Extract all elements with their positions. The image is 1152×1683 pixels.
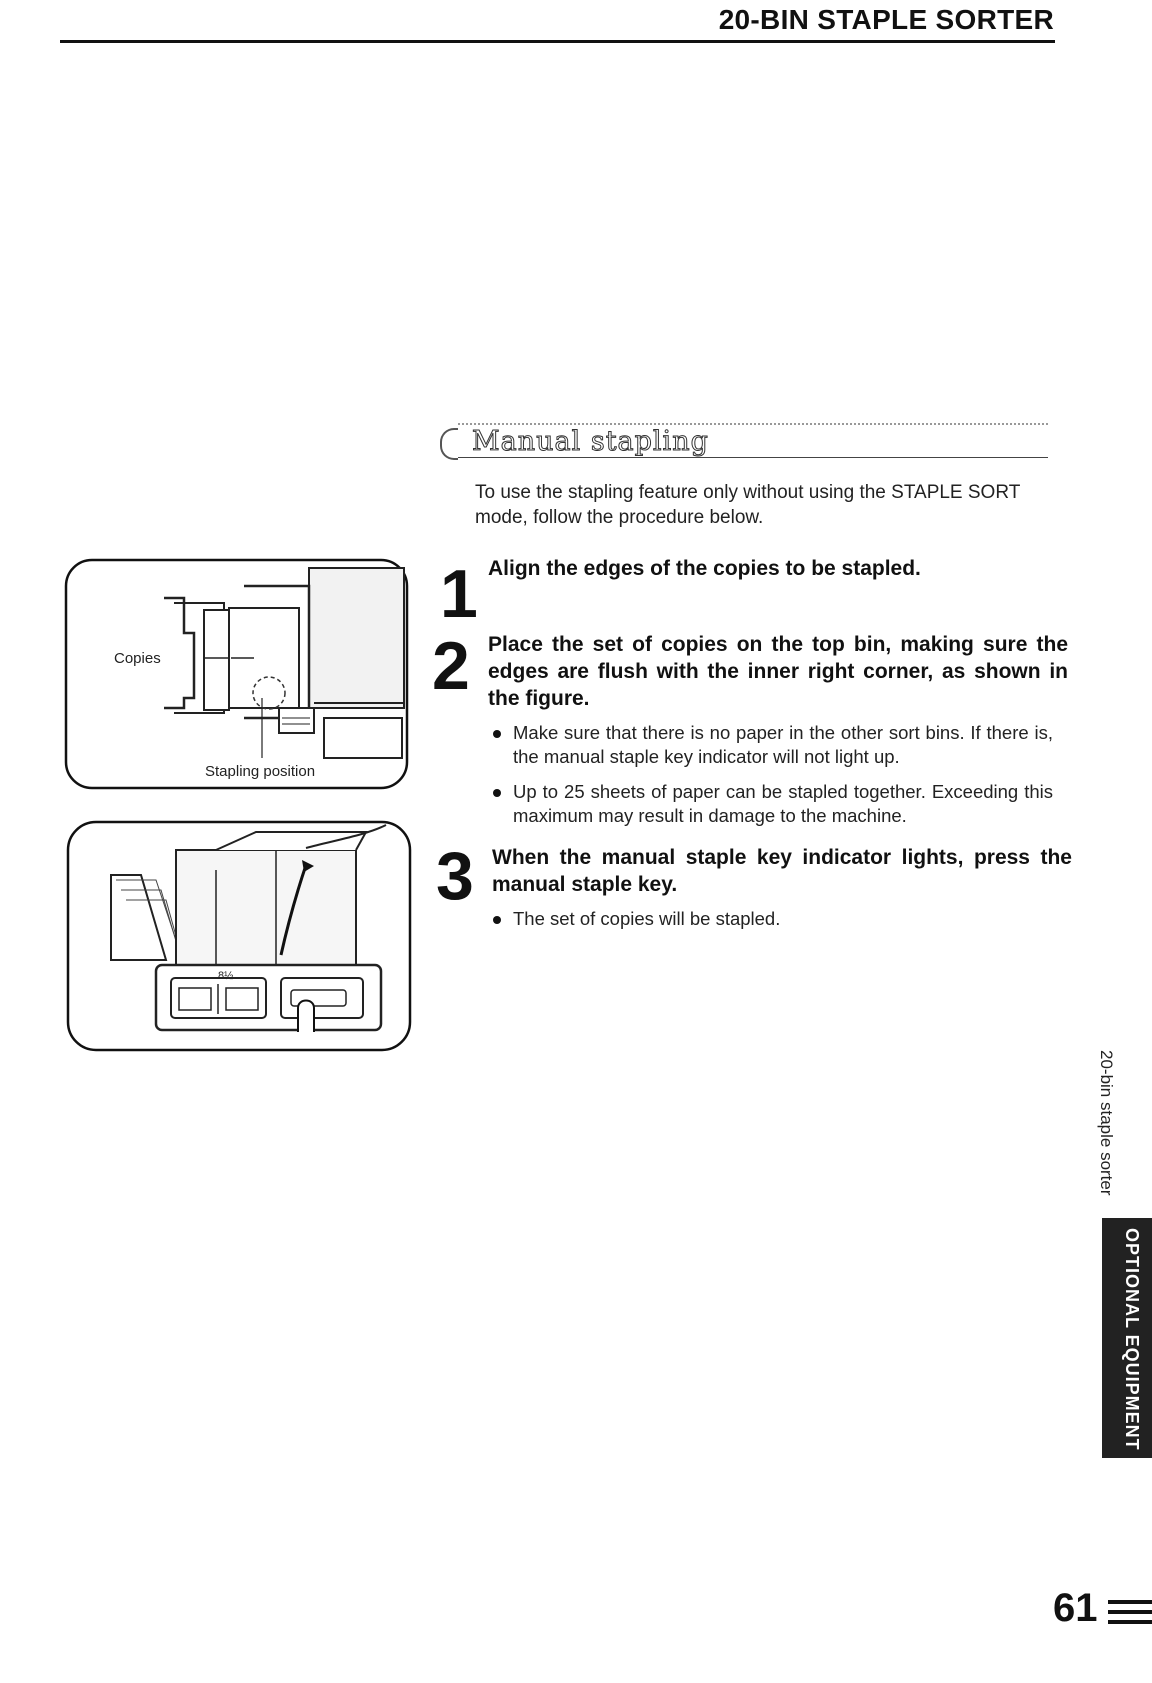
step-3-number: 3 — [436, 838, 474, 914]
heading-top-line — [458, 423, 1048, 425]
side-section-tab — [1102, 1218, 1152, 1458]
stapling-position-label: Stapling position — [205, 763, 316, 780]
step-2-number: 2 — [432, 628, 470, 704]
step-1-title: Align the edges of the copies to be stapled. — [488, 557, 921, 580]
side-tab-label: OPTIONAL EQUIPMENT — [1122, 1228, 1142, 1451]
bullet-dot — [493, 789, 501, 797]
step-2-bullet-2 — [493, 780, 1053, 828]
step-1-number: 1 — [440, 556, 478, 632]
step-2-bullet-1-text: Make sure that there is no paper in the other sort bins. If there is, the manual staple key indicator will not light up. — [513, 722, 1053, 767]
step-3-bullet-1 — [493, 907, 1053, 931]
intro-paragraph: To use the stapling feature only without using the STAPLE SORT mode, follow the procedure below. — [475, 482, 1020, 528]
page-number: 61 — [1053, 1586, 1098, 1630]
step-3-title: When the manual staple key indicator lights, press the manual staple key. — [492, 846, 1072, 896]
bullet-dot — [493, 730, 501, 738]
manual-staple-key-illustration — [66, 820, 412, 1052]
copies-label: Copies — [114, 650, 161, 667]
side-section-text: 20-bin staple sorter — [1097, 1050, 1116, 1196]
page-number-bars — [1108, 1600, 1152, 1630]
page-bar — [1108, 1610, 1152, 1614]
page-bar — [1108, 1620, 1152, 1624]
page-header-title: 20-BIN STAPLE SORTER — [718, 4, 1054, 35]
heading-bracket — [440, 428, 458, 460]
step-2-bullet-1 — [493, 721, 1053, 769]
step-2-title: Place the set of copies on the top bin, making sure the edges are flush with the inner right corner, as shown in the figure. — [488, 633, 1068, 710]
heading-base-line — [458, 457, 1048, 458]
step-3-bullet-1-text: The set of copies will be stapled. — [513, 908, 781, 929]
step-2-bullet-2-text: Up to 25 sheets of paper can be stapled together. Exceeding this maximum may result in damage to the machine. — [513, 781, 1053, 826]
bullet-dot — [493, 916, 501, 924]
page-bar — [1108, 1600, 1152, 1604]
panel-label: 8½ — [218, 970, 234, 982]
section-heading-label: Manual stapling — [472, 426, 709, 457]
header-rule — [60, 40, 1055, 43]
stapling-position-illustration — [64, 558, 409, 790]
section-heading — [440, 420, 1060, 460]
